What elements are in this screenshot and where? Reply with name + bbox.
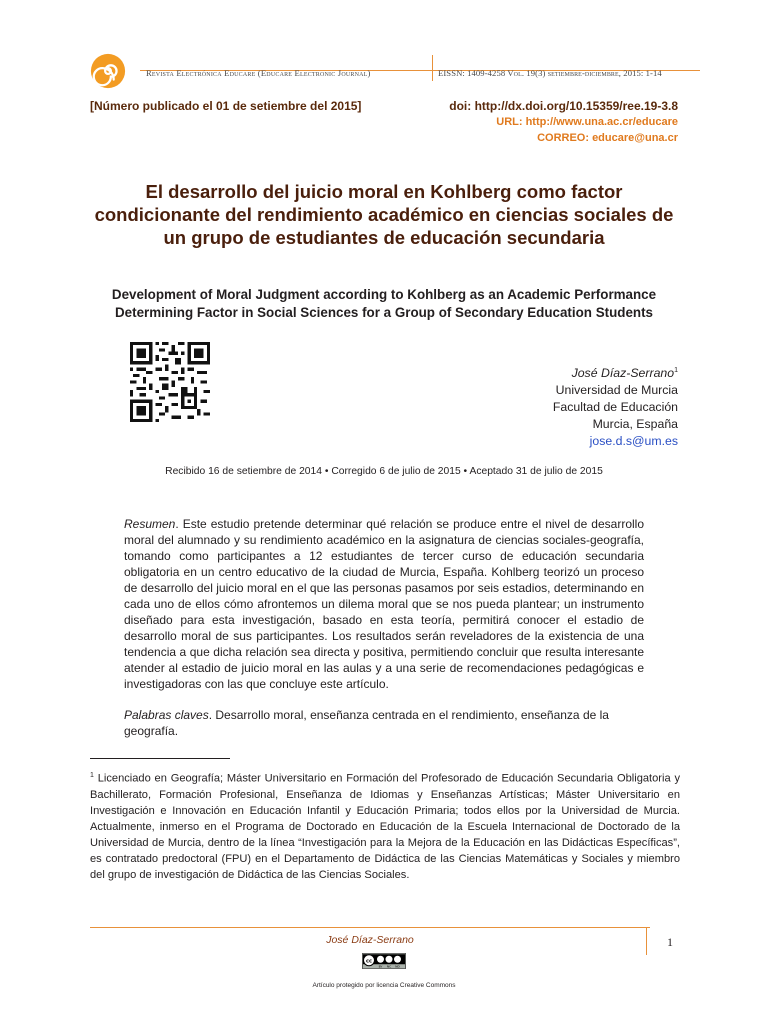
author-location: Murcia, España — [592, 417, 678, 432]
creative-commons-badge-icon[interactable] — [362, 953, 406, 969]
cc-label: cc — [366, 958, 372, 965]
journal-meta: EISSN: 1409-4258 Vol. 19(3) setiembre-diciembre, 2015: 1-14 — [438, 68, 662, 78]
footnote-paragraph — [90, 768, 680, 883]
article-title-english: Development of Moral Judgment according to Kohlberg as an Academic Performance Determining Factor in Social Sciences for a Group of Secondary Education Students — [111, 287, 657, 320]
author-email-link[interactable]: jose.d.s@um.es — [589, 434, 678, 449]
abstract-paragraph — [124, 516, 644, 692]
journal-spiral-logo-icon — [89, 52, 127, 90]
footnote-mark: 1 — [90, 772, 94, 779]
abstract-text: . Este estudio pretende determinar qué relación se produce entre el nivel de desarrollo moral del alumnado y su rendimiento académico en la asignatura de ciencias sociales-geografía, tomando como participantes a 12 estudiantes de tercer curso de educación secundaria obligatoria en un centro educativo de la ciudad de Murcia, España. Kohlberg teorizó un proceso de desarrollo del juicio moral en el que las personas pasamos por seis estadios, determinando en cada uno de ellos cómo afrontemos un dilema moral que se nos pueda plantear; un instrumento diseñado para esta investigación, basado en esta teoría, permitirá conocer el estadio de desarrollo moral de sus participantes. Los resultados serán reveladores de la existencia de una tendencia a que dicha relación sea directa y positiva, permitiendo concluir que resulta interesante atender al estadio de juicio moral en las aulas y a una serie de recomendaciones pedagógicas e investigadoras con las que concluye este artículo. — [124, 517, 644, 691]
footer-rule — [90, 927, 650, 928]
author-university: Universidad de Murcia — [555, 383, 678, 398]
journal-name: Revista Electrónica Educare (Educare Electronic Journal) — [146, 68, 371, 78]
submission-dates: Recibido 16 de setiembre de 2014 • Corregido 6 de julio de 2015 • Aceptado 31 de julio de 2015 — [165, 466, 603, 477]
keywords-label: Palabras claves — [124, 708, 209, 722]
keywords-text: . Desarrollo moral, enseñanza centrada en el rendimiento, enseñanza de la geografía. — [124, 708, 609, 738]
doi-link[interactable]: doi: http://dx.doi.org/10.15359/ree.19-3.8 — [449, 99, 678, 113]
cc-by-label: BY — [378, 964, 383, 969]
header-divider — [432, 55, 433, 81]
author-footnote-mark[interactable]: 1 — [674, 367, 678, 374]
email-link[interactable]: CORREO: educare@una.cr — [537, 132, 678, 144]
abstract-label: Resumen — [124, 517, 176, 531]
author-faculty: Facultad de Educación — [552, 400, 678, 415]
keywords-paragraph — [124, 707, 654, 739]
url-link[interactable]: URL: http://www.una.ac.cr/educare — [496, 116, 678, 128]
issue-notice: [Número publicado el 01 de setiembre del 2015] — [90, 99, 362, 113]
license-text: Artículo protegido por licencia Creative Commons — [312, 982, 456, 989]
cc-nd-label: ND — [395, 964, 400, 969]
article-title-spanish: El desarrollo del juicio moral en Kohlberg como factor condicionante del rendimiento académico en ciencias sociales de un grupo de estudiantes de educación secundaria — [94, 181, 674, 248]
footer-author: José Díaz-Serrano — [326, 934, 414, 946]
footnote-text: Licenciado en Geografía; Máster Universitario en Formación del Profesorado de Educación Secundaria Obligatoria y Bachillerato, Formación Profesional, Enseñanza de Idiomas y Enseñanzas Artísticas; Máster Universitario en Investigación e Innovación en Educación Infantil y Educación Primaria; todos ellos por la Universidad de Murcia. Actualmente, inmerso en el Programa de Doctorado en Educación de la Escuela Internacional de Doctorado de la Universidad de Murcia, dentro de la línea “Investigación para la Mejora de la Educación en las Didácticas Específicas”, es contratado predoctoral (FPU) en el Departamento de Didáctica de las Ciencias Matemáticas y Sociales y miembro del grupo de investigación de Didáctica de las Ciencias Sociales. — [90, 772, 680, 881]
cc-nc-label: NC — [386, 964, 392, 969]
page-number: 1 — [667, 935, 673, 949]
qr-code-icon[interactable] — [130, 342, 210, 422]
footnote-rule — [90, 758, 230, 759]
author-affiliation-block — [553, 362, 678, 450]
author-name: José Díaz-Serrano$^1$ — [571, 366, 678, 381]
